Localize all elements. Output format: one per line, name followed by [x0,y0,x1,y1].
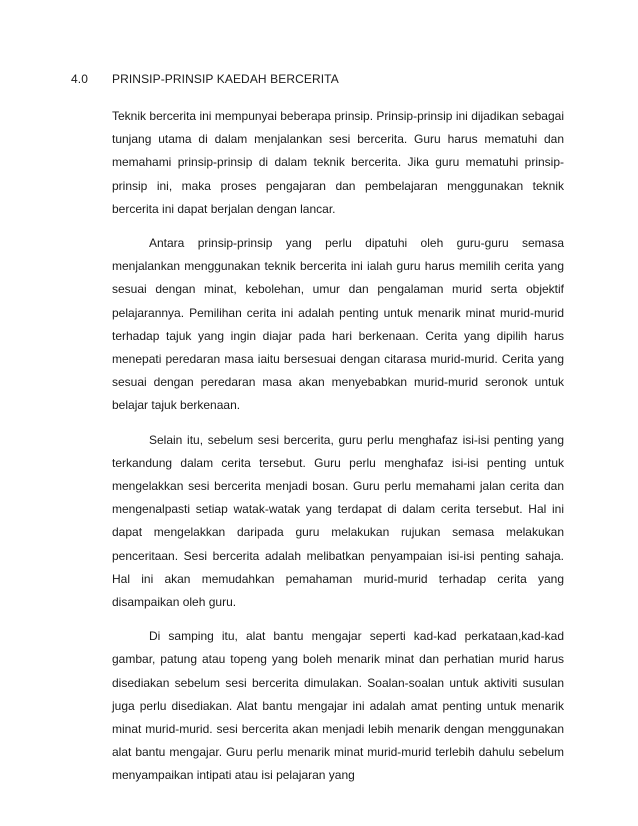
section-number: 4.0 [71,72,88,86]
section-title: PRINSIP-PRINSIP KAEDAH BERCERITA [112,72,339,86]
paragraph-2: Antara prinsip-prinsip yang perlu dipatuhi oleh guru-guru semasa menjalankan menggunakan teknik bercerita ini ialah guru harus memilih cerita yang sesuai dengan minat, kebolehan, umur dan pengalaman murid serta objektif pelajarannya. Pemilihan cerita ini adalah penting untuk menarik minat murid-murid terhadap tajuk yang ingin diajar pada hari berkenaan. Cerita yang dipilih harus menepati peredaran masa iaitu bersesuai dengan citarasa murid-murid. Cerita yang sesuai dengan peredaran masa akan menyebabkan murid-murid seronok untuk belajar tajuk berkenaan. [112,236,564,413]
paragraph-4: Di samping itu, alat bantu mengajar seperti kad-kad perkataan,kad-kad gambar, patung atau topeng yang boleh menarik minat dan perhatian murid harus disediakan sebelum sesi bercerita dimulakan. Soalan-soalan untuk aktiviti susulan juga perlu disediakan. Alat bantu mengajar ini adalah amat penting untuk menarik minat murid-murid. sesi bercerita akan menjadi lebih menarik dengan menggunakan alat bantu mengajar. Guru perlu menarik minat murid-murid terlebih dahulu sebelum menyampaikan intipati atau isi pelajaran yang [112,629,564,783]
paragraph-1: Teknik bercerita ini mempunyai beberapa prinsip. Prinsip-prinsip ini dijadikan sebagai tunjang utama di dalam menjalankan sesi bercerita. Guru harus mematuhi dan memahami prinsip-prinsip di dalam teknik bercerita. Jika guru mematuhi prinsip-prinsip ini, maka proses pengajaran dan pembelajaran menggunakan teknik bercerita ini dapat berjalan dengan lancar. [112,109,564,216]
paragraph-3: Selain itu, sebelum sesi bercerita, guru perlu menghafaz isi-isi penting yang terkandung dalam cerita tersebut. Guru perlu menghafaz isi-isi penting untuk mengelakkan sesi bercerita menjadi bosan. Guru perlu memahami jalan cerita dan mengenalpasti setiap watak-watak yang terdapat di dalam cerita tersebut. Hal ini dapat mengelakkan daripada guru melakukan rujukan semasa melakukan penceritaan. Sesi bercerita adalah melibatkan penyampaian isi-isi penting sahaja. Hal ini akan memudahkan pemahaman murid-murid terhadap cerita yang disampaikan oleh guru. [112,432,564,610]
section-body [112,105,564,799]
